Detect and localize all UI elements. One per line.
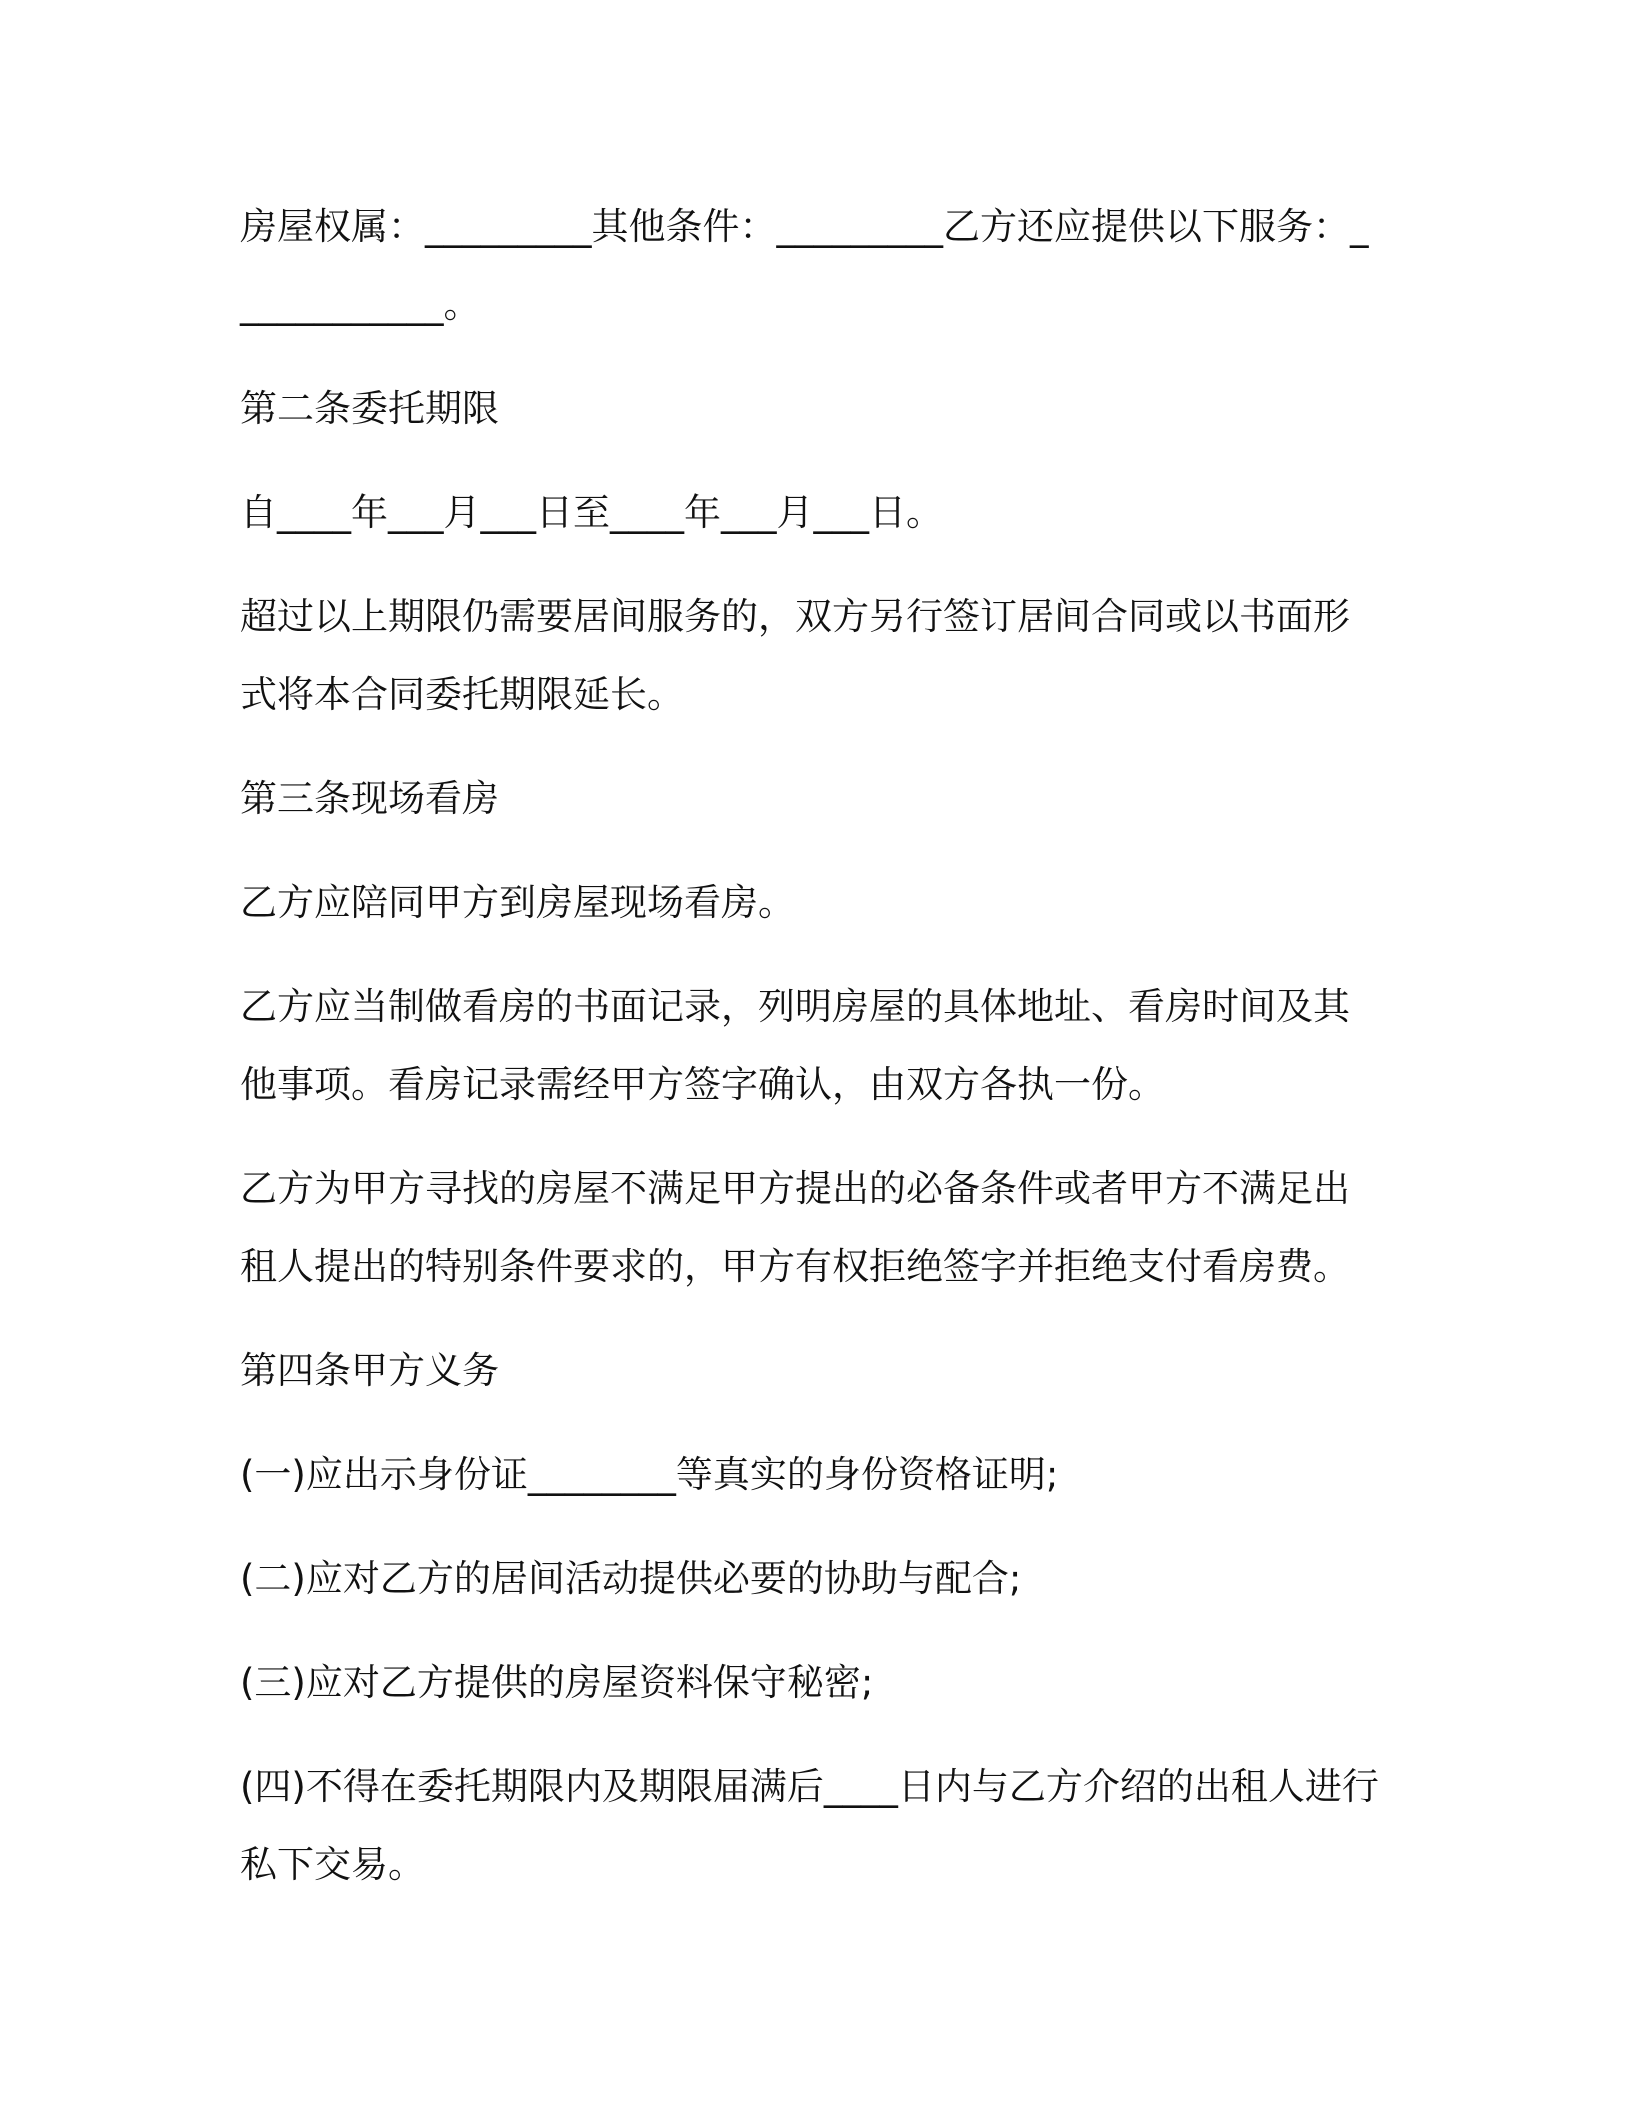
paragraph-viewing-record: 乙方应当制做看房的书面记录，列明房屋的具体地址、看房时间及其他事项。看房记录需经甲方签字确认，由双方各执一份。: [240, 985, 1350, 1106]
paragraph-duty-3: (三)应对乙方提供的房屋资料保守秘密;: [240, 1661, 874, 1704]
paragraph-property-ownership: 房屋权属：_________其他条件：_________乙方还应提供以下服务：____________。: [240, 205, 1369, 326]
paragraph-duty-2: (二)应对乙方的居间活动提供必要的协助与配合;: [240, 1557, 1022, 1600]
heading-article-4: 第四条甲方义务: [240, 1349, 499, 1392]
heading-article-2: 第二条委托期限: [240, 387, 499, 430]
paragraph-duty-4: (四)不得在委托期限内及期限届满后____日内与乙方介绍的出租人进行私下交易。: [240, 1765, 1379, 1886]
paragraph-viewing-accompany: 乙方应陪同甲方到房屋现场看房。: [240, 881, 795, 924]
paragraph-viewing-refuse: 乙方为甲方寻找的房屋不满足甲方提出的必备条件或者甲方不满足出租人提出的特别条件要求的，甲方有权拒绝签字并拒绝支付看房费。: [240, 1167, 1350, 1288]
paragraph-duty-1: (一)应出示身份证________等真实的身份资格证明;: [240, 1453, 1059, 1496]
paragraph-term-extension: 超过以上期限仍需要居间服务的，双方另行签订居间合同或以书面形式将本合同委托期限延长。: [240, 595, 1350, 716]
document-body: [240, 188, 1380, 1930]
heading-article-3: 第三条现场看房: [240, 777, 499, 820]
paragraph-term-dates: 自____年___月___日至____年___月___日。: [240, 491, 943, 534]
